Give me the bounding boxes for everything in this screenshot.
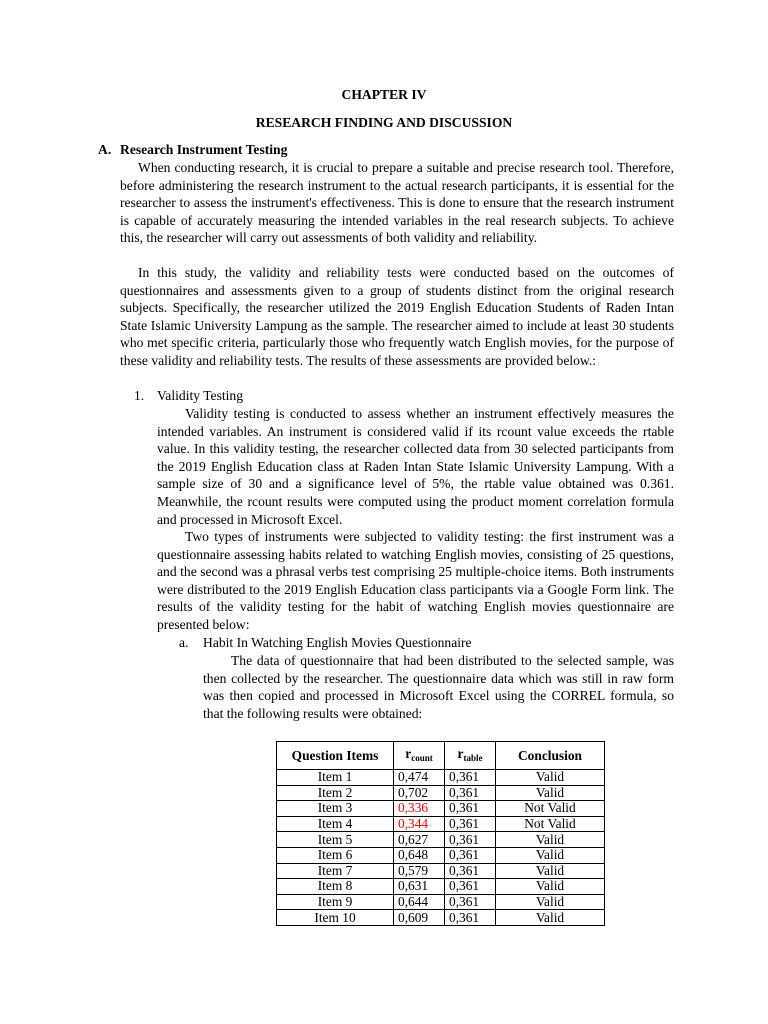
cell-item: Item 4 (277, 816, 394, 832)
cell-conclusion: Valid (496, 847, 605, 863)
validity-table-body (277, 770, 605, 926)
cell-rtable: 0,361 (445, 863, 496, 879)
sub-a-title: Habit In Watching English Movies Questionnaire (203, 635, 472, 650)
cell-rtable: 0,361 (445, 879, 496, 895)
cell-rtable: 0,361 (445, 832, 496, 848)
section-a-label: A. (98, 142, 112, 157)
sub-a-label: a. (179, 635, 189, 650)
table-row (277, 770, 605, 786)
header-question-items: Question Items (277, 742, 394, 770)
cell-conclusion: Valid (496, 832, 605, 848)
cell-item: Item 10 (277, 910, 394, 926)
table-row (277, 863, 605, 879)
cell-rtable: 0,361 (445, 910, 496, 926)
chapter-heading: CHAPTER IV (341, 87, 427, 102)
sub-a-paragraph: The data of questionnaire that had been distributed to the selected sample, was then collected by the researcher. The questionnaire data which was still in raw form was then copied and processed in Microsoft Excel using the CORREL formula, so that the following results were obtained: (203, 653, 674, 721)
item-1-paragraph-1: Validity testing is conducted to assess whether an instrument effectively measures the intended variables. An instrument is considered valid if its rcount value exceeds the rtable value. In this validity testing, the researcher collected data from 30 selected participants from the 2019 English Education class at Raden Intan State Islamic University Lampung. With a sample size of 30 and a significance level of 5%, the rtable value obtained was 0.361. Meanwhile, the rcount results were computed using the product moment correlation formula and processed in Microsoft Excel. (157, 406, 674, 527)
cell-rcount: 0,579 (394, 863, 445, 879)
sub-a-heading (179, 634, 472, 652)
header-rcount (394, 742, 445, 770)
header-rcount-main: r (405, 745, 412, 761)
cell-conclusion: Valid (496, 894, 605, 910)
header-rtable-sub: table (463, 752, 483, 763)
section-a-paragraph-1: When conducting research, it is crucial to prepare a suitable and precise research tool. Therefore, before administering the research instrument to the actual research participants, it is essential for the researcher to assess the instrument's effectiveness. This is done to ensure that the research instrument is capable of accurately measuring the intended variables in the real research subjects. To achieve this, the researcher will carry out assessments of both validity and reliability. (120, 160, 674, 246)
cell-item: Item 1 (277, 770, 394, 786)
header-conclusion: Conclusion (496, 742, 605, 770)
table-row (277, 832, 605, 848)
cell-item: Item 3 (277, 801, 394, 817)
cell-conclusion: Valid (496, 770, 605, 786)
item-1-paragraph-2: Two types of instruments were subjected to validity testing: the first instrument was a questionnaire assessing habits related to watching English movies, consisting of 25 questions, and the second was a phrasal verbs test comprising 25 multiple-choice items. Both instruments were distributed to the 2019 English Education class participants via a Google Form link. The results of the validity testing for the habit of watching English movies questionnaire are presented below: (157, 529, 674, 632)
table-header-row (277, 742, 605, 770)
cell-rcount: 0,336 (394, 801, 445, 817)
cell-conclusion: Valid (496, 879, 605, 895)
header-rtable-main: r (457, 745, 464, 761)
cell-rtable: 0,361 (445, 816, 496, 832)
cell-rcount: 0,609 (394, 910, 445, 926)
cell-item: Item 2 (277, 785, 394, 801)
cell-item: Item 8 (277, 879, 394, 895)
cell-item: Item 6 (277, 847, 394, 863)
cell-rcount: 0,627 (394, 832, 445, 848)
cell-conclusion: Valid (496, 863, 605, 879)
cell-conclusion: Not Valid (496, 816, 605, 832)
cell-rtable: 0,361 (445, 847, 496, 863)
table-row (277, 801, 605, 817)
cell-rcount: 0,644 (394, 894, 445, 910)
cell-conclusion: Valid (496, 785, 605, 801)
cell-conclusion: Not Valid (496, 801, 605, 817)
cell-conclusion: Valid (496, 910, 605, 926)
table-row (277, 816, 605, 832)
cell-item: Item 5 (277, 832, 394, 848)
cell-rcount: 0,648 (394, 847, 445, 863)
table-row (277, 910, 605, 926)
chapter-title: RESEARCH FINDING AND DISCUSSION (255, 115, 513, 130)
cell-rtable: 0,361 (445, 785, 496, 801)
cell-rcount: 0,631 (394, 879, 445, 895)
cell-item: Item 9 (277, 894, 394, 910)
item-1-heading (134, 387, 243, 405)
header-rtable (445, 742, 496, 770)
cell-rtable: 0,361 (445, 801, 496, 817)
section-a-title: Research Instrument Testing (120, 142, 288, 157)
item-1-title: Validity Testing (157, 388, 244, 403)
cell-rcount: 0,344 (394, 816, 445, 832)
validity-table (276, 741, 605, 926)
cell-rtable: 0,361 (445, 894, 496, 910)
cell-rcount: 0,702 (394, 785, 445, 801)
cell-item: Item 7 (277, 863, 394, 879)
table-row (277, 785, 605, 801)
cell-rtable: 0,361 (445, 770, 496, 786)
item-1-label: 1. (134, 388, 145, 403)
header-rcount-sub: count (411, 752, 433, 763)
table-row (277, 894, 605, 910)
table-row (277, 847, 605, 863)
section-a-paragraph-2: In this study, the validity and reliability tests were conducted based on the outcomes of questionnaires and assessments given to a group of students distinct from the original research subjects. Specifically, the researcher utilized the 2019 English Education Students of Raden Intan State Islamic University Lampung as the sample. The researcher aimed to include at least 30 students who met specific criteria, particularly those who frequently watch English movies, for the purpose of these validity and reliability tests. The results of these assessments are provided below.: (120, 265, 674, 368)
table-row (277, 879, 605, 895)
section-a-heading (98, 141, 287, 159)
cell-rcount: 0,474 (394, 770, 445, 786)
